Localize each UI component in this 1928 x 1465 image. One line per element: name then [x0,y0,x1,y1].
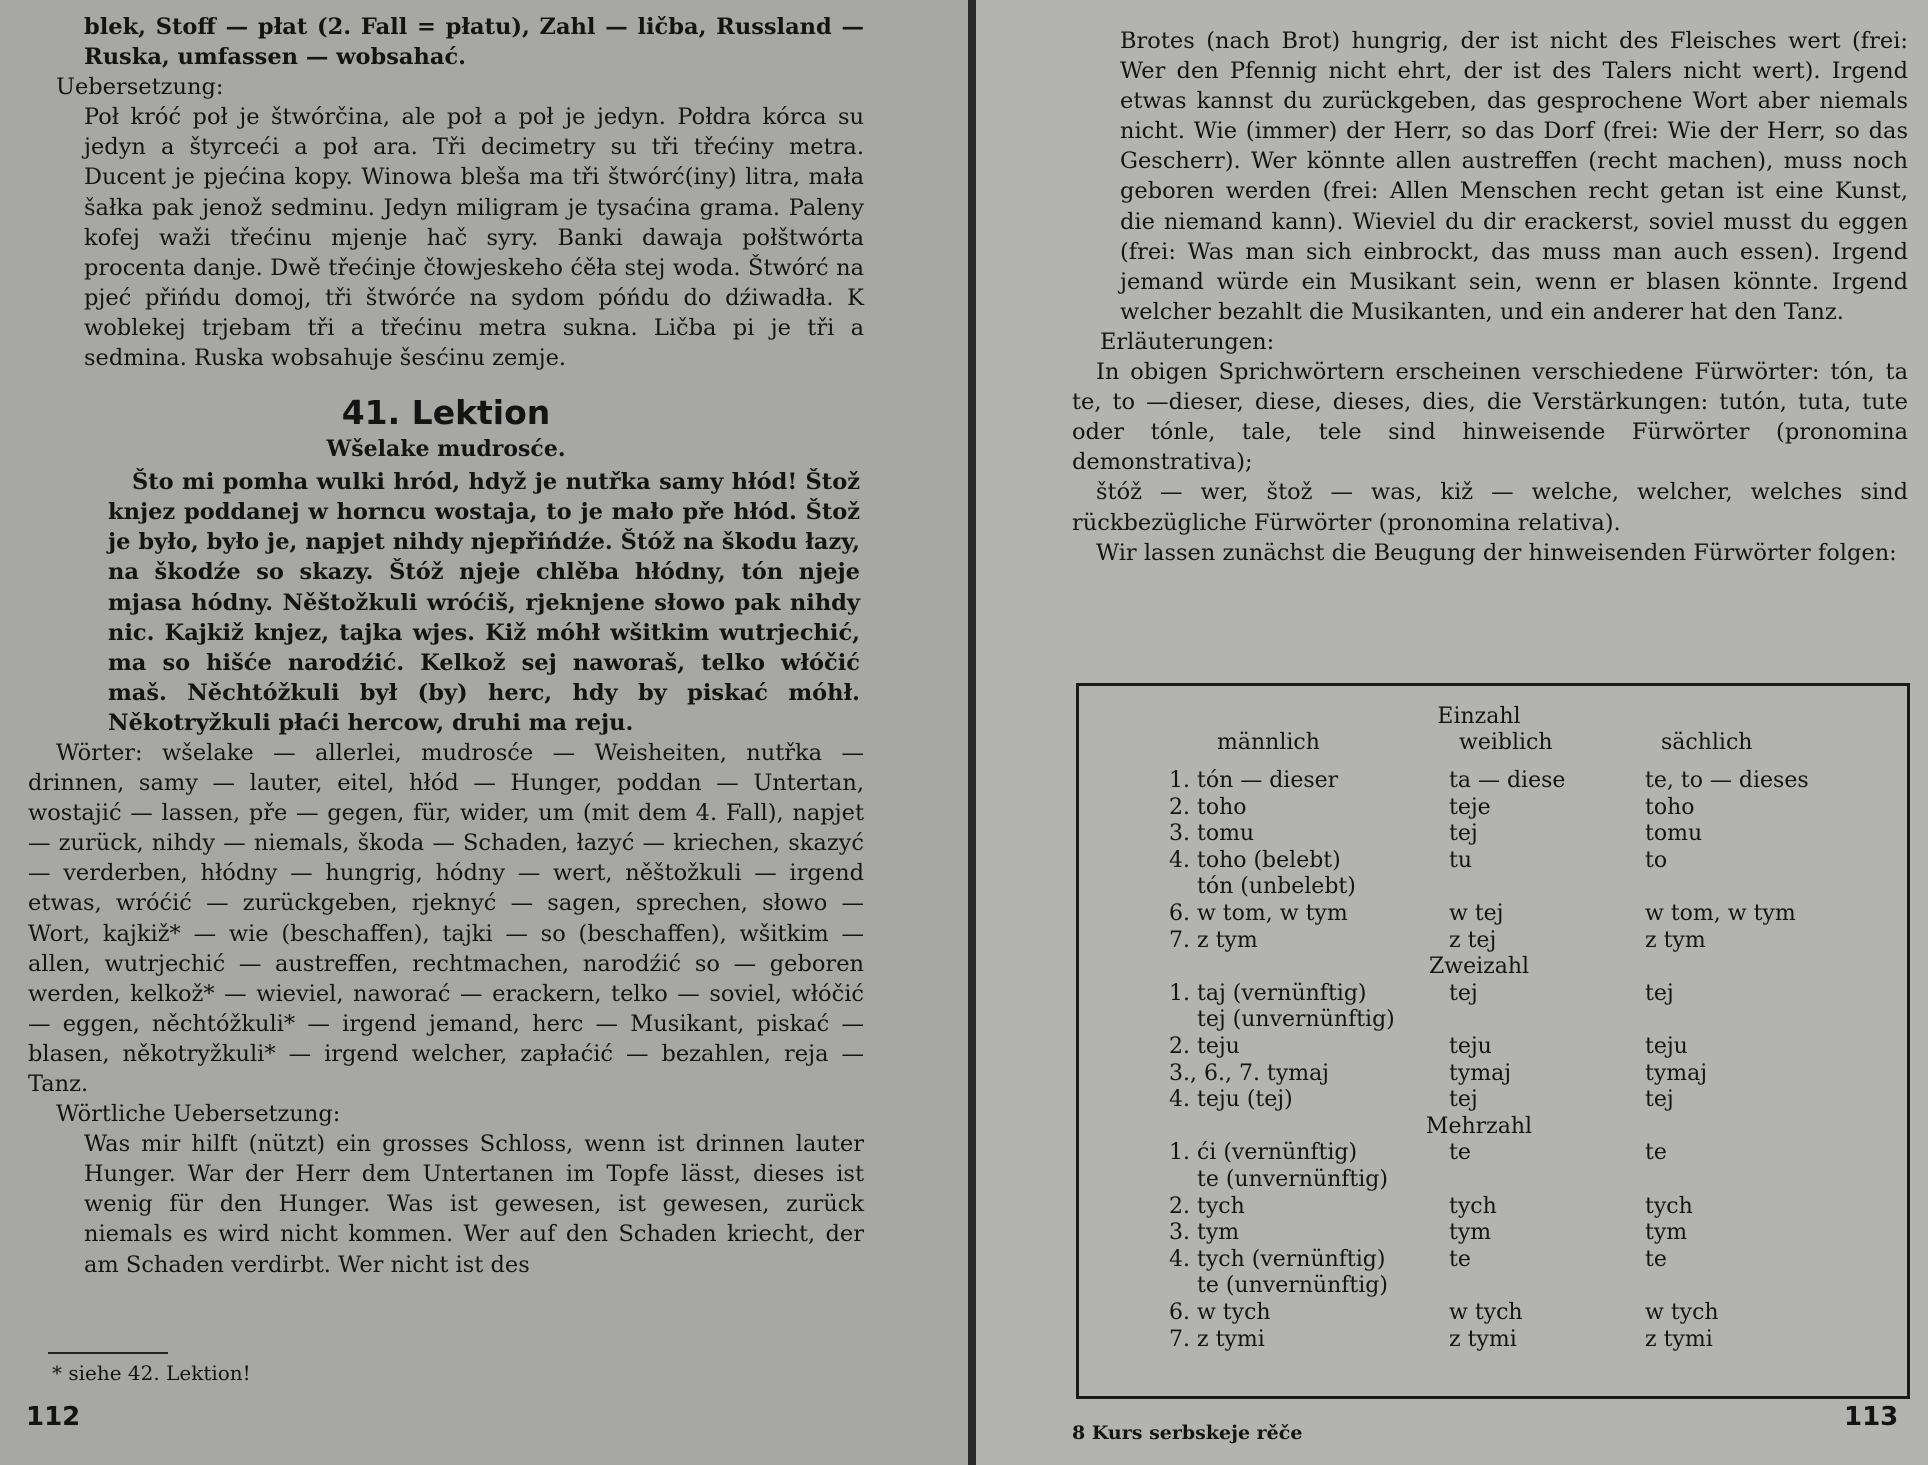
table-cell: 2. teju [1169,1034,1240,1059]
footnote: * siehe 42. Lektion! [52,1361,251,1385]
notes-paragraph-2: štóž — wer, štož — was, kiž — welche, welcher, welches sind rückbezügliche Fürwörter (pronomina relativa). [1072,479,1908,536]
proverbs-block [28,467,864,738]
translation-paragraph: Poł króć poł je štwórčina, ale poł a poł je jedyn. Połdra kórca su jedyn a štyrceći a poł ara. Tři decimetry su tři třećiny metra. Ducent je pjećina kopy. Winowa bleša ma tři štwórć(iny) litra, mała šałka pak jenož sedminu. Jedyn miligram je tysaćina grama. Paleny kofej waži třećinu mjenje hač syry. Banki dawaja połštwórta procenta danje. Dwě třećinje čłowjeskeho ćěła stej woda. Štwórć na pjeć přińdu domoj, tři štwórće na sydom póńdu do dźiwadła. K woblekej trjebam tři a třećinu metra sukna. Ličba pi je tři a sedmina. Ruska wobsahuje šesćinu zemje. [84,104,864,372]
table-cell: 4. toho (belebt) [1169,847,1341,873]
table-cell: w tych [1645,1300,1719,1325]
table-cell: 6. w tom, w tym [1169,901,1348,926]
table-cell: 1. ći (vernünftig) [1169,1140,1358,1166]
table-cell: tu [1449,847,1473,873]
right-page [976,0,1928,1465]
table-cell: 3., 6., 7. tymaj [1169,1060,1330,1086]
table-header-plural: Mehrzahl [1425,1113,1533,1139]
table-cell: ta — diese [1449,768,1566,793]
table-cell: 3. tomu [1169,821,1255,847]
table-cell: to [1645,847,1668,873]
table-cell: tymaj [1645,1060,1708,1086]
table-cell: w tych [1449,1300,1523,1325]
table-cell: 7. z tymi [1169,1326,1265,1352]
translation-label: Uebersetzung: [56,74,224,101]
table-cell: 3. tym [1169,1220,1240,1246]
col-fem-header: weiblich [1459,730,1553,755]
table-cell: teju [1645,1034,1688,1059]
table-cell: w tej [1449,901,1504,926]
table-cell: 1. tón — dieser [1169,768,1339,793]
table-cell: tej [1449,821,1478,847]
lesson-subtitle: Wšelake mudrosće. [326,436,566,463]
notes-paragraph-3: Wir lassen zunächst die Beugung der hinweisenden Fürwörter folgen: [1096,539,1897,566]
table-cell: tej [1645,1087,1674,1113]
table-cell: 6. w tych [1169,1300,1271,1325]
table-cell: te, to — dieses [1645,768,1809,793]
printer-signature: 8 Kurs serbskeje rěče [1072,1422,1303,1444]
table-cell: te [1449,1246,1471,1272]
table-cell: te (unvernünftig) [1197,1273,1388,1299]
table-cell: tej [1449,980,1478,1006]
right-text-column [1072,26,1908,568]
table-cell: te (unvernünftig) [1197,1167,1388,1192]
table-cell: te [1645,1246,1667,1272]
table-cell: tym [1449,1220,1492,1246]
literal-label: Wörtliche Uebersetzung: [56,1101,341,1128]
table-cell: tej (unvernünftig) [1197,1007,1395,1033]
table-cell: te [1449,1140,1471,1166]
table-cell: te [1645,1140,1667,1166]
notes-label: Erläuterungen: [1100,328,1275,355]
table-cell: 7. z tym [1169,927,1258,953]
table-cell: z tymi [1645,1326,1713,1352]
left-text-column [28,12,864,1280]
notes-paragraph-1: In obigen Sprichwörtern erscheinen verschiedene Fürwörter: tón, ta te, to —dieser, diese, dieses, dies, die Verstärkungen: tutón, tuta, tute oder tónle, tale, tele sind hinweisende Fürwörter (pronomina demonstrativa); [1072,359,1908,476]
vocabulary-text: wšelake — allerlei, mudrosće — Weisheiten, nutřka — drinnen, samy — lauter, eitel, hłód — Hunger, poddan — Untertan, wostajić — lassen, pře — gegen, für, wider, um (mit dem 4. Fall), napjet — zurück, nihdy — niemals, škoda — Schaden, łazyć — kriechen, skazyć — verderben, hłódny — hungrig, hódny — wert, něštožkuli — irgend etwas, wróćić — zurückgeben, rjeknyć — sagen, sprechen, słowo — Wort, kajkiž* — wie (beschaffen), tajki — so (beschaffen), wšitkim — allen, wutrjechić — austreffen, rechtmachen, narodźić so — geboren werden, kelkož* — wieviel, naworać — erackern, telko — soviel, włóčić — eggen, něchtóžkuli* — irgend jemand, herc — Musikant, piskać — blasen, někotryžkuli* — irgend welcher, zapłaćić — bezahlen, reja — Tanz. [28,739,864,1097]
page-number-right: 113 [1844,1402,1899,1432]
table-cell: z tej [1449,927,1497,953]
table-cell: 2. tych [1169,1193,1245,1219]
table-cell: tych [1449,1193,1497,1219]
table-cell: teju [1449,1034,1492,1059]
table-cell: 1. taj (vernünftig) [1169,980,1367,1006]
table-cell: tej [1645,980,1674,1006]
table-cell: toho [1645,794,1695,820]
table-cell: tomu [1645,821,1703,847]
table-cell: z tym [1645,927,1706,953]
table-cell: 4. teju (tej) [1169,1087,1293,1113]
lesson-title: 41. Lektion [341,393,551,433]
table-cell: 2. toho [1169,794,1247,820]
col-masc-header: männlich [1217,730,1320,755]
table-cell: teje [1449,794,1491,820]
gutter [968,0,976,1465]
table-cell: tón (unbelebt) [1197,874,1356,900]
table-cell: tych [1645,1193,1693,1219]
vocabulary-label: Wörter: [56,739,143,766]
table-cell: z tymi [1449,1326,1517,1352]
continuation-paragraph: Brotes (nach Brot) hungrig, der ist nicht des Fleisches wert (frei: Wer den Pfennig nicht ehrt, der ist des Talers nicht wert). Irgend etwas kannst du zurückgeben, das gesprochene Wort aber niemals nicht. Wie (immer) der Herr, so das Dorf (frei: Wie der Herr, so das Gescherr). Wer könnte allen austreffen (recht machen), muss noch geboren werden (frei: Allen Menschen recht getan ist eine Kunst, die niemand kann). Wieviel du dir erackerst, soviel musst du eggen (frei: Was man sich einbrockt, das muss man auch essen). Irgend jemand würde ein Musikant sein, wenn er blasen könnte. Irgend welcher bezahlt die Musikanten, und ein anderer hat den Tanz. [1120,28,1908,325]
table-cell: tym [1645,1220,1688,1246]
vocabulary-paragraph [28,738,864,1099]
declension-table [1076,683,1910,1399]
intro-paragraph: blek, Stoff — płat (2. Fall = płatu), Zahl — ličba, Russland — Ruska, umfassen — wobsahać. [84,14,864,71]
table-cell: 4. tych (vernünftig) [1169,1246,1386,1272]
table-cell: tej [1449,1087,1478,1113]
table-cell: w tom, w tym [1645,901,1796,926]
table-header-singular: Einzahl [1437,704,1521,729]
table-header-dual: Zweizahl [1428,954,1530,980]
footnote-rule [48,1352,168,1354]
proverbs-paragraph: Što mi pomha wulki hród, hdyž je nutřka samy hłód! Štož knjez poddanej w horncu wostaja, to je mało pře hłód. Štož je było, było je, napjet nihdy njepřińdźe. Štóž na škodu łazy, na škodźe so skazy. Štóž njeje chlěba hłódny, tón njeje mjasa hódny. Něštožkuli wróćiš, rjeknjene słowo pak nihdy nic. Kajkiž knjez, tajka wjes. Kiž móhł wšitkim wutrjechić, ma so hišće narodźić. Kelkož sej naworaš, telko włóčić maš. Něchtóžkuli był (by) herc, hdy by piskać móhł. Někotryžkuli płaći hercow, druhi ma reju. [108,469,860,736]
col-neut-header: sächlich [1661,730,1753,755]
table-cell: tymaj [1449,1060,1512,1086]
page-number-left: 112 [26,1402,81,1432]
literal-paragraph: Was mir hilft (nützt) ein grosses Schloss, wenn ist drinnen lauter Hunger. War der Herr dem Untertanen im Topfe lässt, dieses ist wenig für den Hunger. Was ist gewesen, ist gewesen, zurück niemals es wird nicht kommen. Wer auf den Schaden kriecht, der am Schaden verdirbt. Wer nicht ist des [84,1131,864,1278]
